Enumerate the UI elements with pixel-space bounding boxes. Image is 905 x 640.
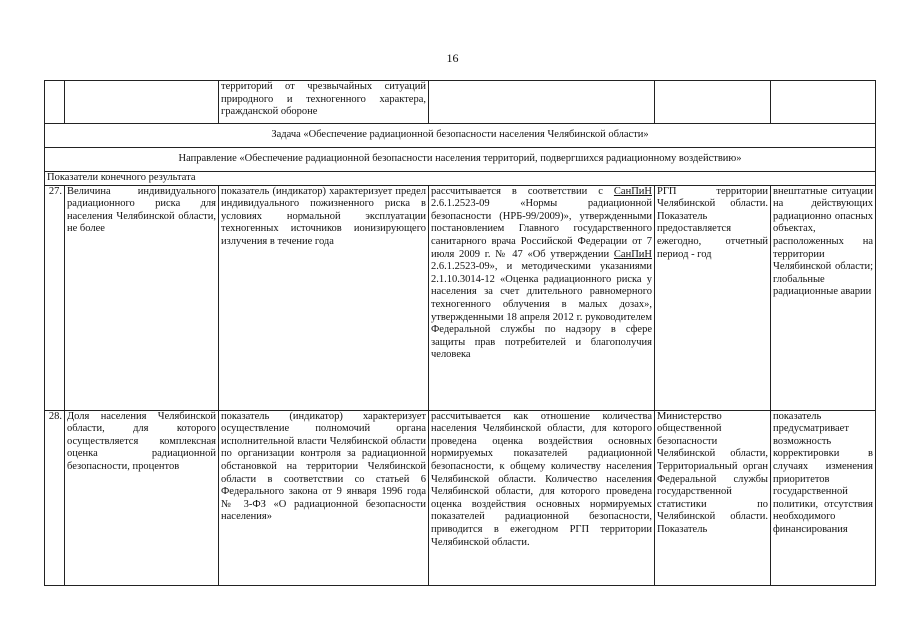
indicator-method	[429, 185, 655, 410]
indicator-row-27	[45, 185, 876, 410]
indicator-number: 27.	[45, 185, 65, 410]
method-text: рассчитывается в соответствии с	[431, 185, 614, 197]
direction-heading: Направление «Обеспечение радиационной безопасности населения территорий, подвергшихся радиационному воздействию»	[45, 148, 876, 172]
method-text: 2.6.1.2523-09», и методическими указаниями 2.1.10.3014-12 «Оценка радиационного риска у населения за счет длительного равномерного техногенного облучения в малых дозах», утвержденными 18 апреля 2012 г. руководителем Федеральной службы по надзору в сфере защиты прав потребителей и благополучия человека	[431, 261, 652, 361]
indicator-definition: показатель (индикатор) характеризует осуществление полномочий органа исполнительной власти Челябинской области по организации контроля за радиационной обстановкой на территории Челябинской области в соответствии со статьей 6 Федерального закона от 9 января 1996 года № 3-ФЗ «О радиационной безопасности населения»	[219, 410, 429, 585]
indicator-source: Министерство общественной безопасности Челябинской области, Территориальный орган Федеральной службы государственной статистики по Челябинской области. Показатель	[655, 410, 771, 585]
indicator-number: 28.	[45, 410, 65, 585]
cell-empty-num	[45, 81, 65, 124]
indicator-method: рассчитывается как отношение количества населения Челябинской области, для которого проведена оценка воздействия основных нормируемых показателей радиационной безопасности, к общему количеству населения Челябинской области. Количество населения Челябинской области, для которого проведена оценка воздействия основных нормируемых показателей радиационной безопасности, приводится в ежегодном РГП территории Челябинской области.	[429, 410, 655, 585]
indicator-notes: внештатные ситуации на действующих радиационно опасных объектах, расположенных на территории Челябинской области; глобальные радиационные аварии	[771, 185, 876, 410]
indicator-notes: показатель предусматривает возможность корректировки в случаях изменения приоритетов государственной политики, отсутствия необходимого финансирования	[771, 410, 876, 585]
continuation-text: территорий от чрезвычайных ситуаций природного и техногенного характера, гражданской обороне	[219, 81, 429, 124]
cell-empty-name	[65, 81, 219, 124]
indicator-definition: показатель (индикатор) характеризует предел индивидуального пожизненного риска в условиях нормальной эксплуатации техногенных источников ионизирующего излучения в течение года	[219, 185, 429, 410]
indicators-table	[44, 80, 876, 586]
section-heading: Показатели конечного результата	[45, 172, 876, 186]
cell-empty-source	[655, 81, 771, 124]
direction-row	[45, 148, 876, 172]
indicator-row-28	[45, 410, 876, 585]
method-text: 2.6.1.2523-09 «Нормы радиационной безопасности (НРБ-99/2009)», утвержденными постановлением Главного государственного санитарного врача Российской Федерации от 7 июля 2009 г. № 47 «Об утверждении	[431, 198, 652, 260]
task-heading: Задача «Обеспечение радиационной безопасности населения Челябинской области»	[45, 124, 876, 148]
task-row	[45, 124, 876, 148]
sanpin-link: СанПиН	[613, 248, 652, 260]
indicator-name: Доля населения Челябинской области, для которого осуществляется комплексная оценка радиационной безопасности, процентов	[65, 410, 219, 585]
continuation-row	[45, 81, 876, 124]
sanpin-link: СанПиН	[613, 185, 652, 197]
section-row	[45, 172, 876, 186]
cell-empty-method	[429, 81, 655, 124]
indicator-source: РГП территории Челябинской области. Показатель предоставляется ежегодно, отчетный период - год	[655, 185, 771, 410]
page-number: 16	[446, 51, 459, 65]
indicator-name: Величина индивидуального радиационного риска для населения Челябинской области, не более	[65, 185, 219, 410]
cell-empty-notes	[771, 81, 876, 124]
